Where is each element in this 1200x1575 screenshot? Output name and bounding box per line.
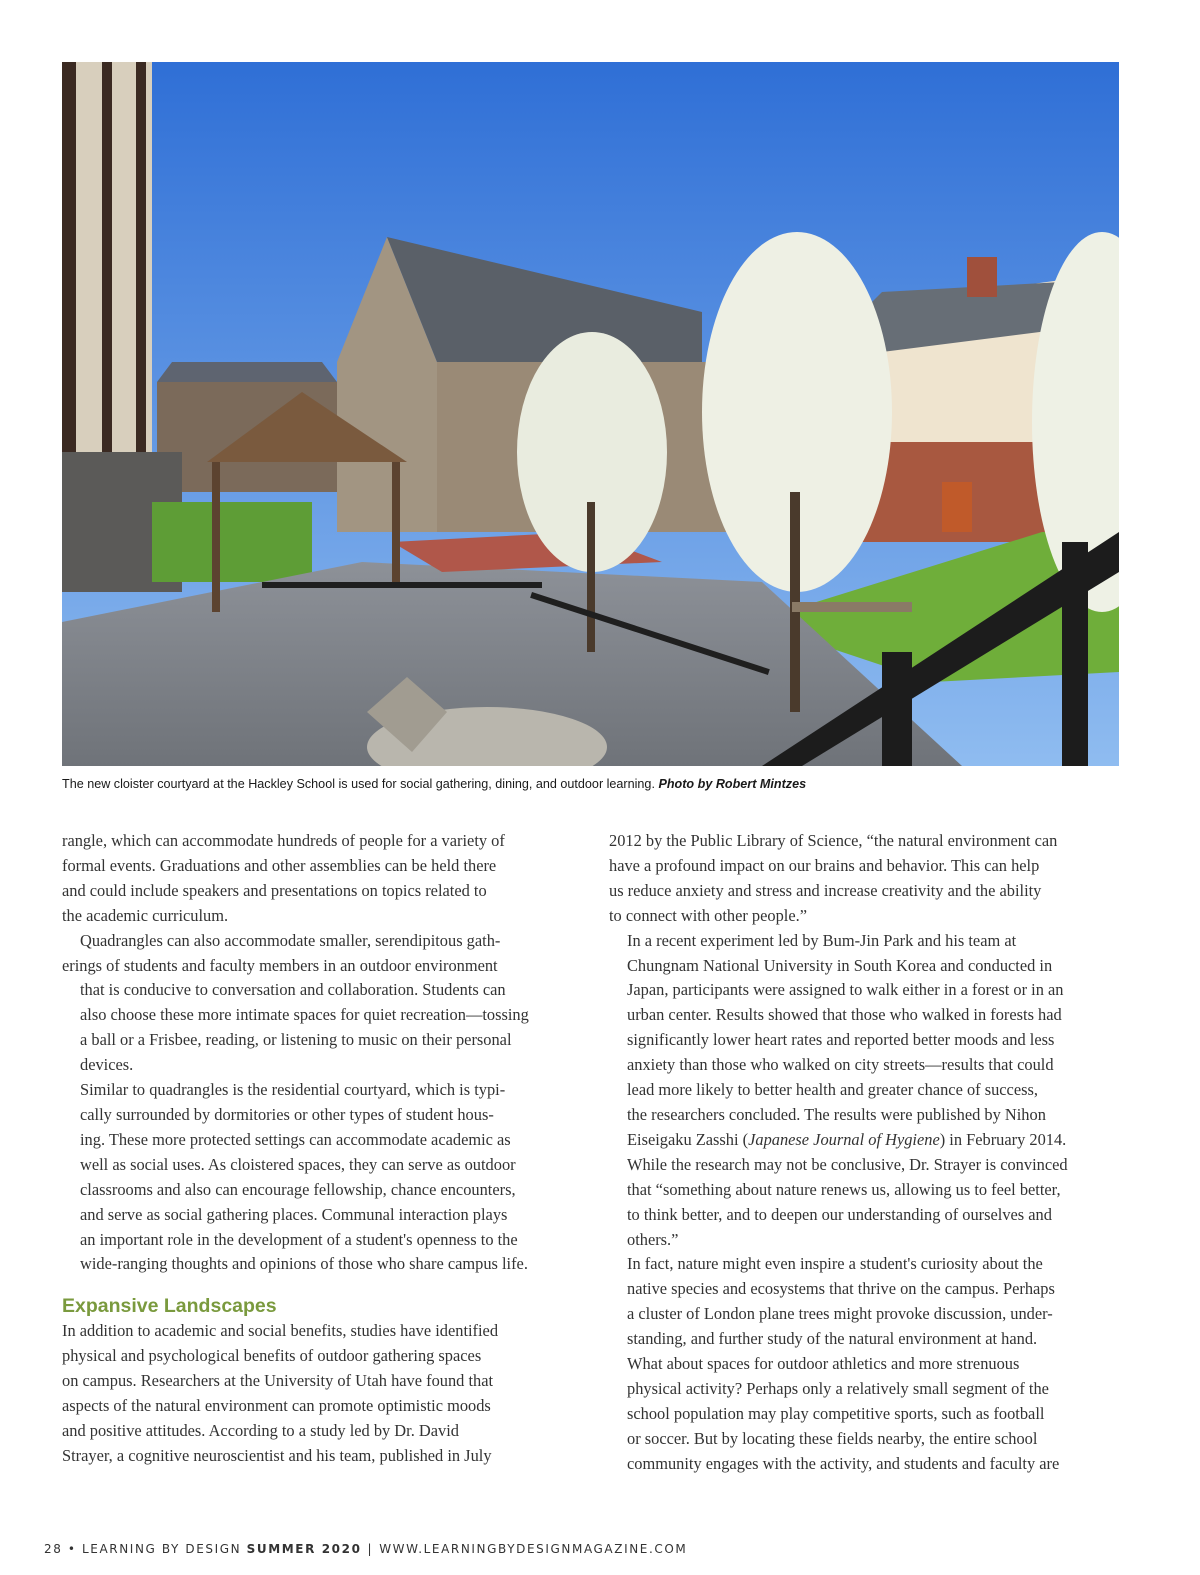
text-line: anxiety than those who walked on city streets—results that could bbox=[627, 1055, 1054, 1075]
text-line: devices. bbox=[80, 1055, 134, 1075]
photo-credit: Photo by Robert Mintzes bbox=[658, 777, 807, 791]
page-footer bbox=[44, 1542, 687, 1556]
issue-label: SUMMER 2020 bbox=[246, 1542, 362, 1556]
text-line: school population may play competitive sports, such as football bbox=[627, 1403, 1045, 1423]
text-line: In fact, nature might even inspire a student's curiosity about the bbox=[627, 1254, 1043, 1274]
footer-bullet: • bbox=[67, 1542, 77, 1556]
text-line: have a profound impact on our brains and behavior. This can help bbox=[609, 855, 1040, 875]
journal-text-before: Eiseigaku Zasshi ( bbox=[627, 1129, 749, 1149]
text-line: Chungnam National University in South Korea and conducted in bbox=[627, 955, 1053, 975]
text-line: aspects of the natural environment can promote optimistic moods bbox=[62, 1396, 491, 1416]
left-paragraph-2 bbox=[62, 929, 577, 1078]
text-line: In a recent experiment led by Bum-Jin Park and his team at bbox=[627, 930, 1017, 950]
text-line: formal events. Graduations and other assemblies can be held there bbox=[62, 855, 497, 875]
text-line: and positive attitudes. According to a study led by Dr. David bbox=[62, 1420, 459, 1440]
text-line: on campus. Researchers at the University of Utah have found that bbox=[62, 1371, 494, 1391]
text-line: In addition to academic and social benefits, studies have identified bbox=[62, 1321, 499, 1341]
text-line: an important role in the development of a student's openness to the bbox=[80, 1229, 518, 1249]
text-line: or soccer. But by locating these fields nearby, the entire school bbox=[627, 1428, 1038, 1448]
text-line: a cluster of London plane trees might provoke discussion, under- bbox=[627, 1304, 1053, 1324]
text-line: physical activity? Perhaps only a relatively small segment of the bbox=[627, 1378, 1049, 1398]
caption-text: The new cloister courtyard at the Hackley School is used for social gathering, dining, and outdoor learning. bbox=[62, 777, 655, 791]
text-line: and serve as social gathering places. Communal interaction plays bbox=[80, 1204, 508, 1224]
text-line: erings of students and faculty members in an outdoor environment bbox=[62, 955, 498, 975]
right-paragraph-4 bbox=[609, 1352, 1124, 1477]
text-line: Strayer, a cognitive neuroscientist and his team, published in July bbox=[62, 1445, 492, 1465]
text-line: rangle, which can accommodate hundreds of people for a variety of bbox=[62, 831, 505, 850]
text-line: physical and psychological benefits of outdoor gathering spaces bbox=[62, 1346, 482, 1366]
text-line: well as social uses. As cloistered spaces, they can serve as outdoor bbox=[80, 1154, 516, 1174]
text-line: to think better, and to deepen our understanding of ourselves and bbox=[627, 1204, 1052, 1224]
photo-caption bbox=[62, 777, 1122, 791]
text-line: the academic curriculum. bbox=[62, 905, 229, 925]
right-paragraph-3 bbox=[609, 1252, 1124, 1352]
magazine-url: WWW.LEARNINGBYDESIGNMAGAZINE.COM bbox=[379, 1542, 688, 1556]
courtyard-photo bbox=[62, 62, 1119, 766]
text-line: wide-ranging thoughts and opinions of those who share campus life. bbox=[80, 1254, 528, 1274]
text-line: While the research may not be conclusive, Dr. Strayer is convinced bbox=[627, 1154, 1068, 1174]
text-line: community engages with the activity, and students and faculty are bbox=[627, 1453, 1060, 1473]
text-line: cally surrounded by dormitories or other types of student hous- bbox=[80, 1104, 494, 1124]
text-line: a ball or a Frisbee, reading, or listening to music on their personal bbox=[80, 1030, 512, 1050]
text-line bbox=[609, 1128, 1124, 1153]
journal-text-after: ) in February 2014. bbox=[939, 1129, 1067, 1149]
text-line: the researchers concluded. The results were published by Nihon bbox=[627, 1104, 1046, 1124]
text-line: and could include speakers and presentations on topics related to bbox=[62, 880, 487, 900]
left-column bbox=[62, 829, 577, 1469]
footer-divider: | bbox=[367, 1542, 374, 1556]
section-heading: Expansive Landscapes bbox=[62, 1295, 277, 1318]
journal-title: Japanese Journal of Hygiene bbox=[748, 1129, 940, 1149]
text-line: us reduce anxiety and stress and increase creativity and the ability bbox=[609, 880, 1042, 900]
text-line: 2012 by the Public Library of Science, “the natural environment can bbox=[609, 831, 1058, 850]
right-column bbox=[609, 829, 1124, 1477]
text-line: standing, and further study of the natural environment at hand. bbox=[627, 1329, 1038, 1349]
left-paragraph-3 bbox=[62, 1078, 577, 1277]
text-line: significantly lower heart rates and reported better moods and less bbox=[627, 1030, 1055, 1050]
magazine-name: LEARNING BY DESIGN bbox=[82, 1542, 242, 1556]
text-line: lead more likely to better health and greater chance of success, bbox=[627, 1080, 1038, 1100]
text-line: native species and ecosystems that thrive on the campus. Perhaps bbox=[627, 1279, 1055, 1299]
right-paragraph-2 bbox=[609, 929, 1124, 1253]
left-paragraph-4 bbox=[62, 1319, 577, 1468]
text-line: classrooms and also can encourage fellowship, chance encounters, bbox=[80, 1179, 516, 1199]
right-paragraph-1 bbox=[609, 829, 1124, 929]
text-line: What about spaces for outdoor athletics and more strenuous bbox=[627, 1354, 1020, 1374]
text-line: also choose these more intimate spaces for quiet recreation—tossing bbox=[80, 1005, 529, 1025]
text-line: that is conducive to conversation and collaboration. Students can bbox=[80, 980, 506, 1000]
page-number: 28 bbox=[44, 1542, 63, 1556]
text-line: urban center. Results showed that those who walked in forests had bbox=[627, 1005, 1062, 1025]
left-paragraph-1 bbox=[62, 829, 577, 929]
text-line: Quadrangles can also accommodate smaller, serendipitous gath- bbox=[80, 930, 501, 950]
courtyard-photo-illustration bbox=[62, 62, 1119, 766]
text-line: ing. These more protected settings can accommodate academic as bbox=[80, 1129, 511, 1149]
text-line: Japan, participants were assigned to walk either in a forest or in an bbox=[627, 980, 1064, 1000]
text-line: that “something about nature renews us, allowing us to feel better, bbox=[627, 1179, 1061, 1199]
text-line: to connect with other people.” bbox=[609, 905, 807, 925]
text-line: others.” bbox=[627, 1229, 679, 1249]
text-line: Similar to quadrangles is the residential courtyard, which is typi- bbox=[80, 1080, 506, 1100]
